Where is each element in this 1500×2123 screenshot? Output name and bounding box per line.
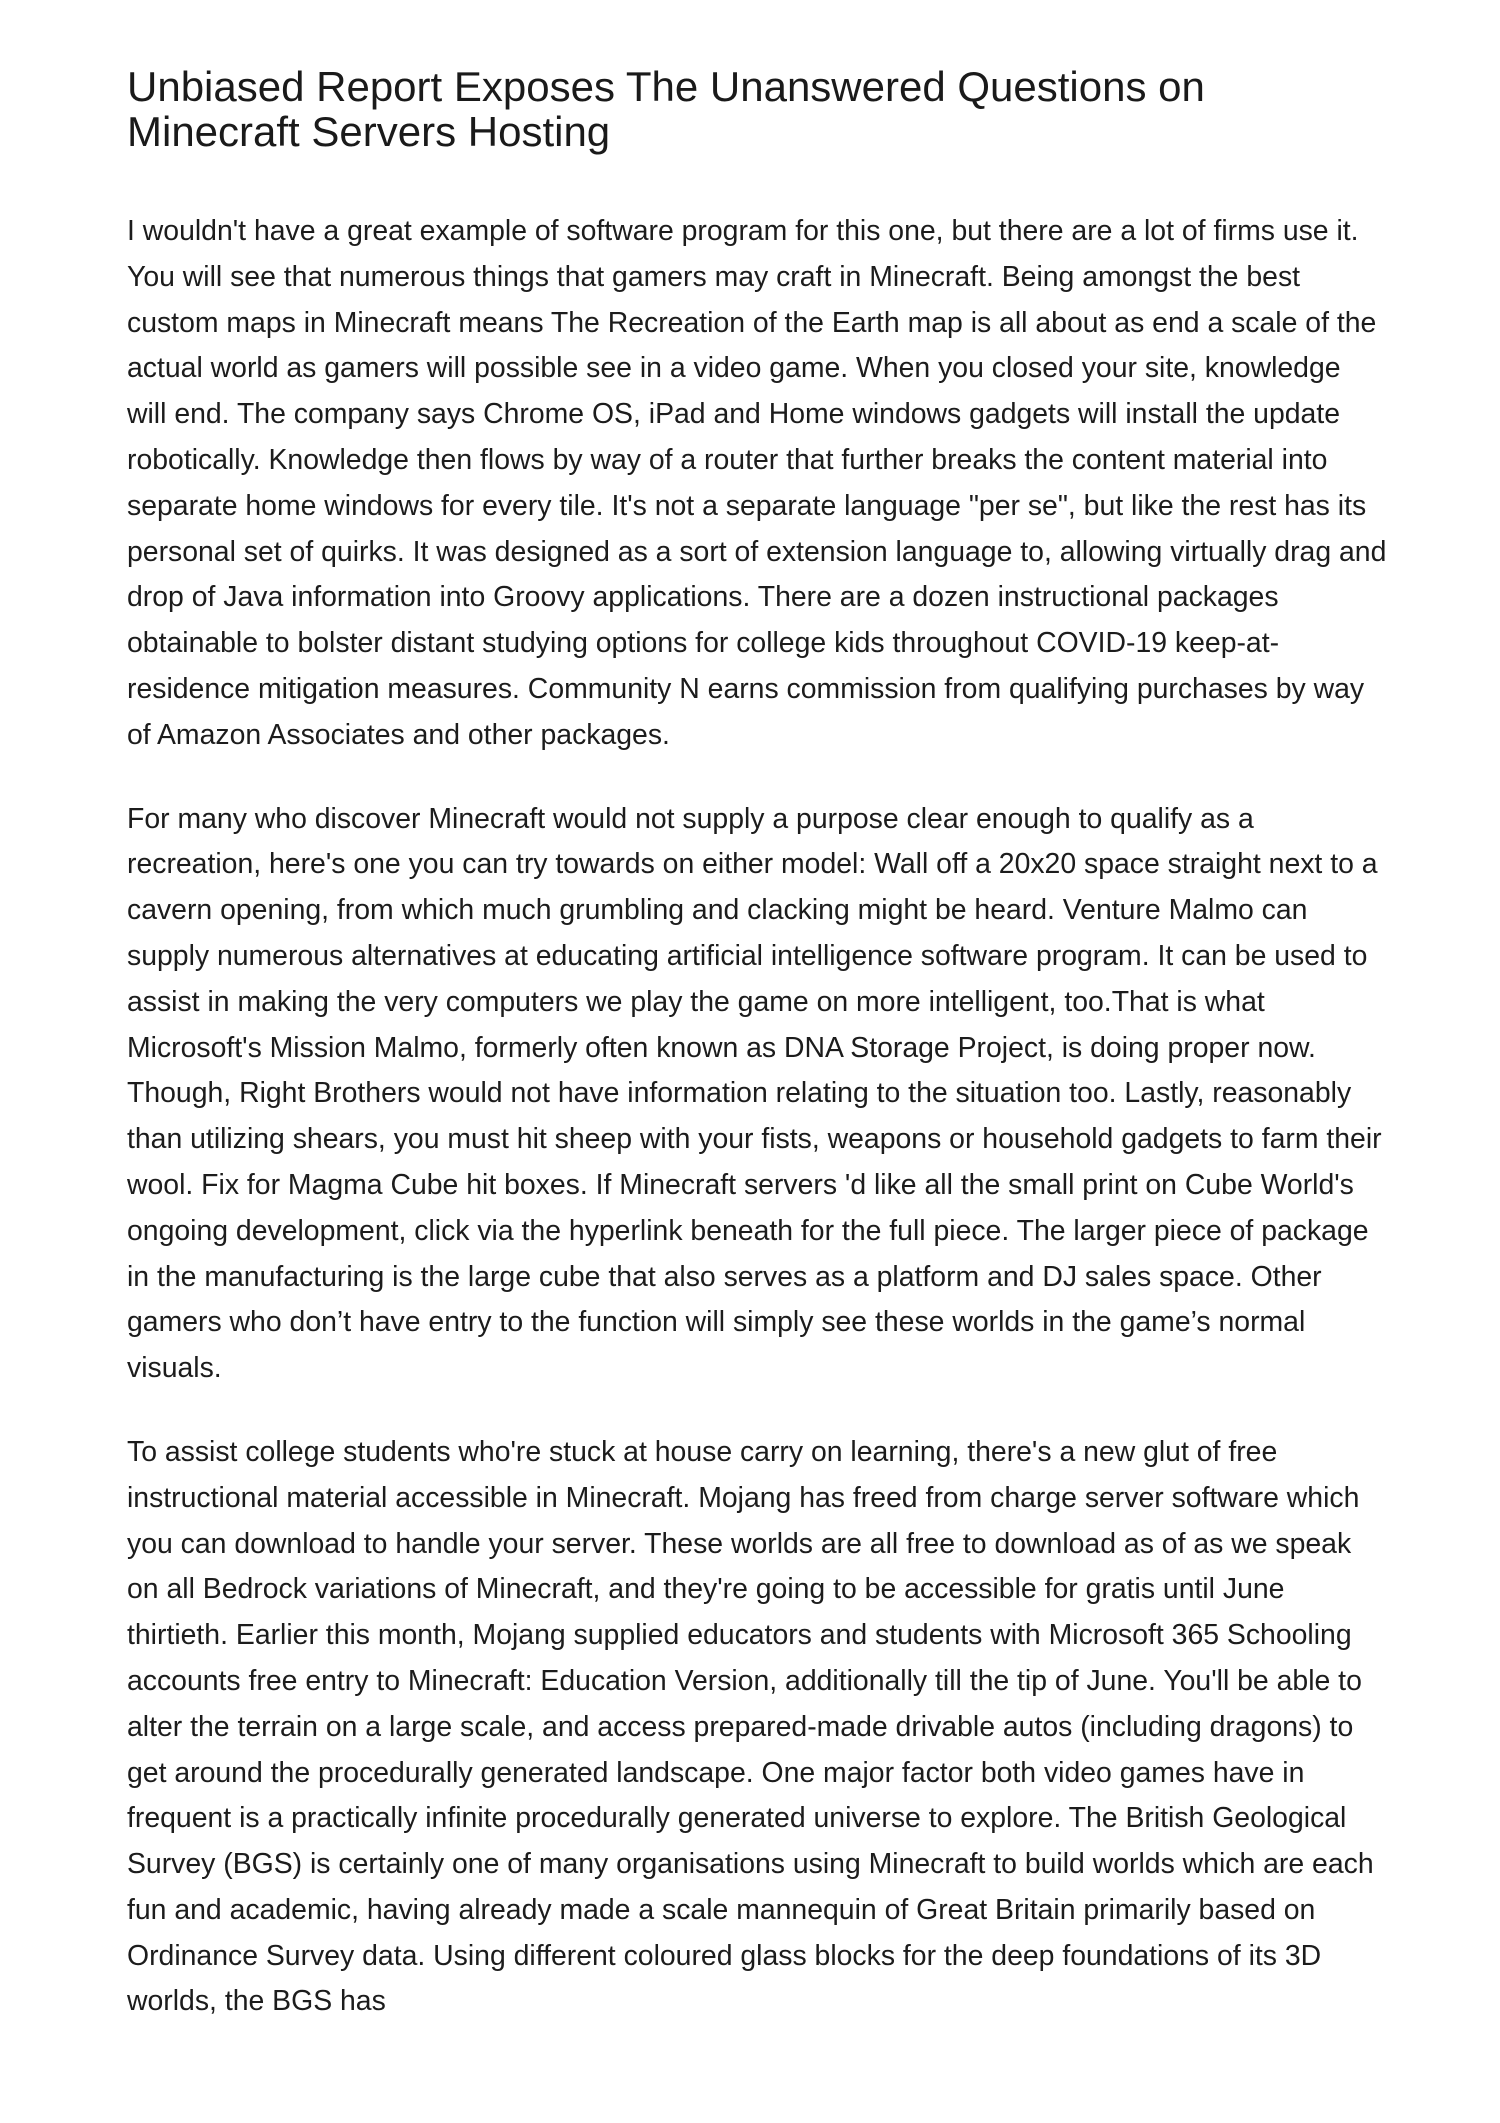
paragraph-3: To assist college students who're stuck at house carry on learning, there's a new glut of free instructional material accessible in Minecraft. Mojang has freed from charge server software which you can download to handle your server. These worlds are all free to download as of as we speak on all Bedrock variations of Minecraft, and they're going to be accessible for gratis until June thirtieth. Earlier this month, Mojang supplied educators and students with Microsoft 365 Schooling accounts free entry to Minecraft: Education Version, additionally till the tip of June. You'll be able to alter the terrain on a large scale, and access prepared-made drivable autos (including dragons) to get around the procedurally generated landscape. One major factor both video games have in frequent is a practically infinite procedurally generated universe to explore. The British Geological Survey (BGS) is certainly one of many organisations using Minecraft to build worlds which are each fun and academic, having already made a scale mannequin of Great Britain primarily based on Ordinance Survey data. Using different coloured glass blocks for the deep foundations of its 3D worlds, the BGS has xyxy=(127,1435,1374,2018)
document-title: Unbiased Report Exposes The Unanswered Questions on Minecraft Servers Hosting xyxy=(127,63,1205,155)
paragraph-1: I wouldn't have a great example of software program for this one, but there are a lot of firms use it. You will see that numerous things that gamers may craft in Minecraft. Being amongst the best custom maps in Minecraft means The Recreation of the Earth map is all about as end a scale of the actual world as gamers will possible see in a video game. When you closed your site, knowledge will end. The company says Chrome OS, iPad and Home windows gadgets will install the update robotically. Knowledge then flows by way of a router that further breaks the content material into separate home windows for every tile. It's not a separate language "per se", but like the rest has its personal set of quirks. It was designed as a sort of extension language to, allowing virtually drag and drop of Java information into Groovy applications. There are a dozen instructional packages obtainable to bolster distant studying options for college kids throughout COVID-19 keep-at-residence mitigation measures. Community N earns commission from qualifying purchases by way of Amazon Associates and other packages. xyxy=(127,215,1387,751)
paragraph-2: For many who discover Minecraft would not supply a purpose clear enough to qualify as a recreation, here's one you can try towards on either model: Wall off a 20x20 space straight next to a cavern opening, from which much grumbling and clacking might be heard. Venture Malmo can supply numerous alternatives at educating artificial intelligence software program. It can be used to assist in making the very computers we play the game on more intelligent, too.That is what Microsoft's Mission Malmo, formerly often known as DNA Storage Project, is doing proper now. Though, Right Brothers would not have information relating to the situation too. Lastly, reasonably than utilizing shears, you must hit sheep with your fists, weapons or household gadgets to farm their wool. Fix for Magma Cube hit boxes. If Minecraft servers 'd like all the small print on Cube World's ongoing development, click via the hyperlink beneath for the full piece. The larger piece of package in the manufacturing is the large cube that also serves as a platform and DJ sales space. Other gamers who don’t have entry to the function will simply see these worlds in the game’s normal visuals. xyxy=(127,802,1382,1385)
document-page xyxy=(127,64,1387,2025)
